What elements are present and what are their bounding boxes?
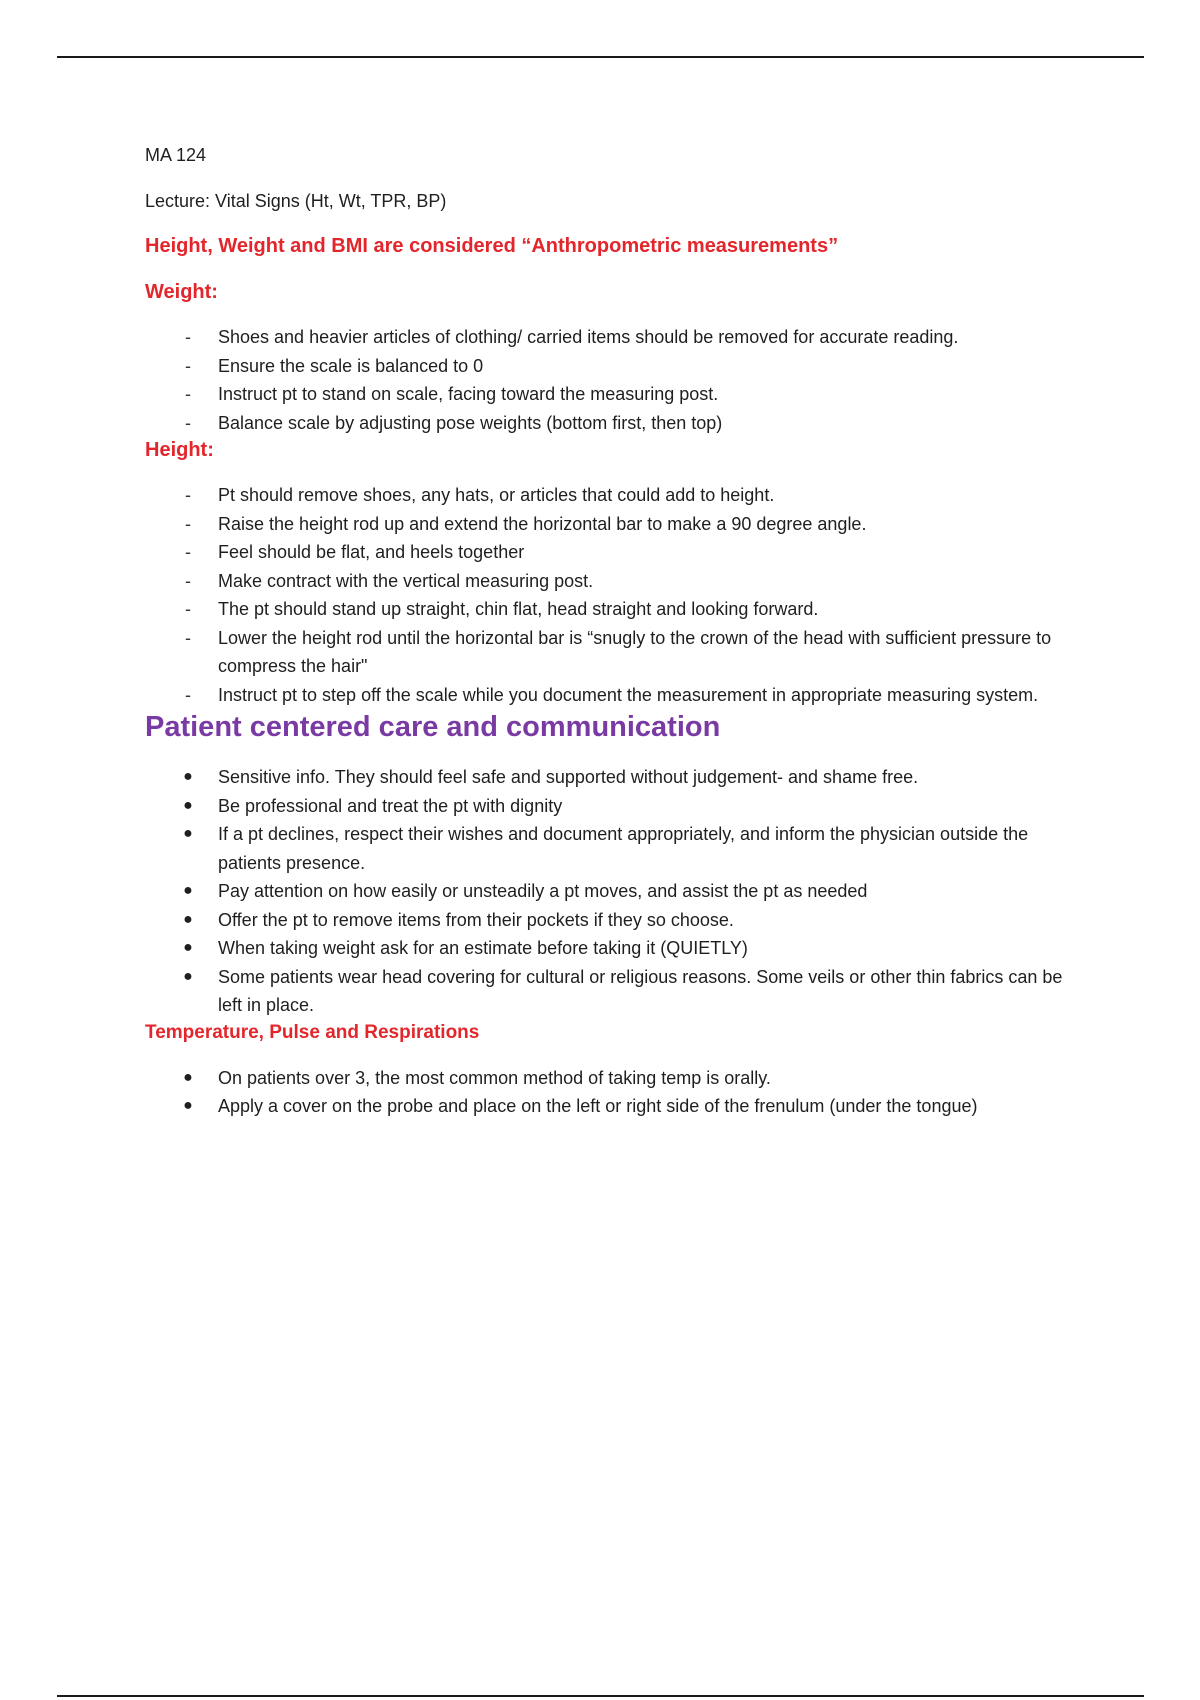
list-item-text: Sensitive info. They should feel safe and supported without judgement- and shame free.: [218, 767, 919, 787]
list-item-text: Pay attention on how easily or unsteadily a pt moves, and assist the pt as needed: [218, 881, 868, 901]
list-item-text: Balance scale by adjusting pose weights (bottom first, then top): [218, 412, 723, 433]
height-list: [145, 481, 1085, 709]
list-item-text: Apply a cover on the probe and place on the left or right side of the frenulum (under the tongue): [218, 1096, 978, 1116]
top-rule: [57, 56, 1144, 58]
list-item-text: If a pt declines, respect their wishes and document appropriately, and inform the physician outside the patients presence.: [218, 824, 1029, 873]
list-item: [145, 380, 1085, 409]
tpr-list: [145, 1064, 1085, 1121]
list-item-text: The pt should stand up straight, chin flat, head straight and looking forward.: [218, 599, 819, 619]
list-item: [145, 934, 1085, 963]
list-item-text: Raise the height rod up and extend the horizontal bar to make a 90 degree angle.: [218, 513, 867, 534]
list-item: [145, 481, 1085, 510]
list-item-text: Shoes and heavier articles of clothing/ carried items should be removed for accurate reading.: [218, 327, 959, 347]
list-item: [145, 352, 1085, 381]
dash-marker: -: [185, 684, 191, 705]
dash-marker: -: [185, 384, 191, 404]
list-item: [145, 906, 1085, 935]
list-item: [145, 1092, 1085, 1121]
list-item: [145, 567, 1085, 596]
bottom-rule: [57, 1695, 1144, 1697]
list-item-text: Make contract with the vertical measuring post.: [218, 570, 594, 591]
dash-marker: -: [185, 599, 191, 619]
dash-marker: -: [185, 485, 191, 505]
document-page: [145, 143, 1085, 1121]
patient-care-list: [145, 763, 1085, 1020]
list-item: [145, 323, 1085, 352]
dash-marker: -: [185, 327, 191, 347]
list-item: [145, 595, 1085, 624]
patient-care-heading: Patient centered care and communication: [145, 711, 721, 743]
tpr-heading: Temperature, Pulse and Respirations: [145, 1021, 480, 1043]
lecture-title: Lecture: Vital Signs (Ht, Wt, TPR, BP): [145, 191, 447, 211]
bullet-marker: ●: [183, 910, 193, 928]
bullet-marker: ●: [183, 825, 193, 842]
list-item-text: Some patients wear head covering for cultural or religious reasons. Some veils or other thin fabrics can be left in place.: [218, 966, 1063, 1015]
dash-marker: -: [185, 627, 191, 648]
bullet-marker: ●: [183, 768, 193, 785]
bullet-marker: ●: [183, 796, 193, 814]
dash-marker: -: [185, 355, 191, 376]
list-item-text: Pt should remove shoes, any hats, or articles that could add to height.: [218, 485, 775, 505]
dash-marker: -: [185, 513, 191, 534]
dash-marker: -: [185, 412, 191, 433]
dash-marker: -: [185, 542, 191, 562]
list-item: [145, 963, 1085, 1020]
bullet-marker: ●: [183, 1097, 193, 1114]
list-item-text: Feel should be flat, and heels together: [218, 542, 525, 562]
list-item: [145, 1064, 1085, 1093]
list-item-text: Lower the height rod until the horizontal bar is “snugly to the crown of the head with sufficient pressure to compress the hair": [218, 627, 1052, 676]
list-item-text: Instruct pt to step off the scale while you document the measurement in appropriate measuring system.: [218, 684, 1039, 705]
list-item-text: Ensure the scale is balanced to 0: [218, 355, 484, 376]
list-item: [145, 877, 1085, 906]
list-item: [145, 820, 1085, 877]
list-item: [145, 792, 1085, 821]
list-item-text: Instruct pt to stand on scale, facing toward the measuring post.: [218, 384, 719, 404]
bullet-marker: ●: [183, 882, 193, 899]
course-code: MA 124: [145, 145, 207, 165]
list-item-text: When taking weight ask for an estimate before taking it (QUIETLY): [218, 938, 748, 958]
list-item: [145, 538, 1085, 567]
list-item-text: On patients over 3, the most common method of taking temp is orally.: [218, 1067, 771, 1088]
dash-marker: -: [185, 570, 191, 591]
list-item-text: Be professional and treat the pt with dignity: [218, 795, 563, 816]
bullet-marker: ●: [183, 939, 193, 956]
list-item-text: Offer the pt to remove items from their pockets if they so choose.: [218, 909, 734, 930]
list-item: [145, 409, 1085, 438]
list-item: [145, 763, 1085, 792]
weight-list: [145, 323, 1085, 437]
list-item: [145, 624, 1085, 681]
height-heading: Height:: [145, 439, 214, 461]
list-item: [145, 681, 1085, 710]
anthropometric-heading: Height, Weight and BMI are considered “Anthropometric measurements”: [145, 235, 839, 257]
bullet-marker: ●: [183, 1068, 193, 1086]
list-item: [145, 510, 1085, 539]
weight-heading: Weight:: [145, 281, 218, 303]
bullet-marker: ●: [183, 967, 193, 985]
